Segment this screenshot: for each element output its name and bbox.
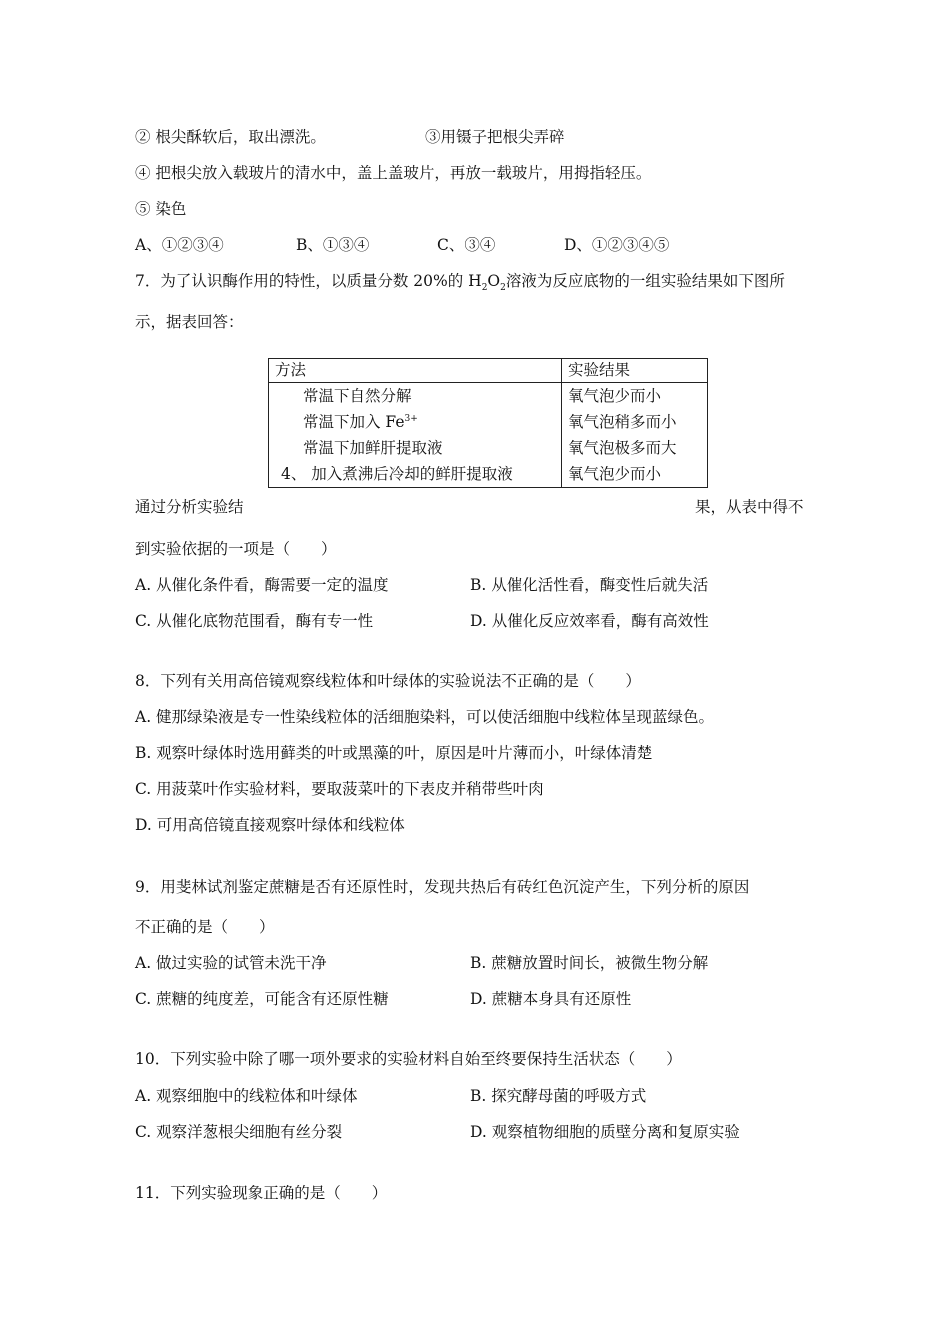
q7-tail-left: 通过分析实验结 [135,498,244,516]
q6-option-c: C、③④ [437,236,496,254]
q8-option-a: A. 健那绿染液是专一性染线粒体的活细胞染料，可以使活细胞中线粒体呈现蓝绿色。 [135,708,715,726]
q8-option-d: D. 可用高倍镜直接观察叶绿体和线粒体 [135,816,405,834]
q9-option-b: B. 蔗糖放置时间长，被微生物分解 [470,954,709,972]
q7-stem-line2: 示，据表回答： [135,313,244,331]
table-row [269,461,708,488]
q10-option-b: B. 探究酵母菌的呼吸方式 [470,1087,647,1105]
q7-stem-line4: 到实验依据的一项是（ ） [135,540,337,558]
q11-stem: 11．下列实验现象正确的是（ ） [135,1184,388,1202]
experiment-table [268,358,708,488]
method-cell: 常温下自然分解 [269,383,562,410]
q10-option-c: C. 观察洋葱根尖细胞有丝分裂 [135,1123,343,1141]
result-cell: 氧气泡稍多而小 [568,413,677,431]
result-cell: 氧气泡极多而大 [568,439,677,457]
q9-option-a: A. 做过实验的试管未洗干净 [135,954,327,972]
q7-option-b: B. 从催化活性看，酶变性后就失活 [470,576,709,594]
header-result: 实验结果 [562,359,708,383]
method-cell: 4、 加入煮沸后冷却的鲜肝提取液 [269,461,562,488]
header-method: 方法 [269,359,562,383]
q9-stem-line1: 9．用斐林试剂鉴定蔗糖是否有还原性时，发现共热后有砖红色沉淀产生，下列分析的原因 [135,878,750,896]
step-5: ⑤ 染色 [135,200,187,218]
table-header-row [269,359,708,383]
q7-stem-line1: 7．为了认识酶作用的特性，以质量分数 20%的 $H_2O_2$溶液为反应底物的一组实验结果如下图所 [135,272,785,294]
q8-option-b: B. 观察叶绿体时选用藓类的叶或黑藻的叶，原因是叶片薄而小，叶绿体清楚 [135,744,653,762]
result-cell: 氧气泡少而小 [568,465,662,483]
table-row [269,409,708,435]
q8-option-c: C. 用菠菜叶作实验材料，要取菠菜叶的下表皮并稍带些叶肉 [135,780,544,798]
q10-option-a: A. 观察细胞中的线粒体和叶绿体 [135,1087,358,1105]
q8-stem: 8．下列有关用高倍镜观察线粒体和叶绿体的实验说法不正确的是（ ） [135,672,641,690]
step-3: ③用镊子把根尖弄碎 [425,128,565,146]
q9-option-d: D. 蔗糖本身具有还原性 [470,990,632,1008]
q6-option-b: B、①③④ [296,236,370,254]
q7-option-d: D. 从催化反应效率看，酶有高效性 [470,612,709,630]
q9-option-c: C. 蔗糖的纯度差，可能含有还原性糖 [135,990,389,1008]
q10-stem: 10．下列实验中除了哪一项外要求的实验材料自始至终要保持生活状态（ ） [135,1050,682,1068]
q9-stem-line2: 不正确的是（ ） [135,918,275,936]
q10-option-d: D. 观察植物细胞的质壁分离和复原实验 [470,1123,740,1141]
table-row [269,435,708,461]
step-2: ② 根尖酥软后，取出漂洗。 [135,128,326,146]
q6-option-a: A、①②③④ [135,236,224,254]
result-cell: 氧气泡少而小 [568,387,662,405]
q7-option-a: A. 从催化条件看，酶需要一定的温度 [135,576,389,594]
method-cell: 常温下加鲜肝提取液 [269,435,562,461]
method-cell: 常温下加入 $Fe^{3+}$ [269,409,562,435]
step-4: ④ 把根尖放入载玻片的清水中，盖上盖玻片，再放一载玻片，用拇指轻压。 [135,164,652,182]
q7-option-c: C. 从催化底物范围看，酶有专一性 [135,612,374,630]
q6-option-d: D、①②③④⑤ [564,236,670,254]
q7-tail-right: 果，从表中得不 [695,498,804,516]
table-row [269,383,708,410]
